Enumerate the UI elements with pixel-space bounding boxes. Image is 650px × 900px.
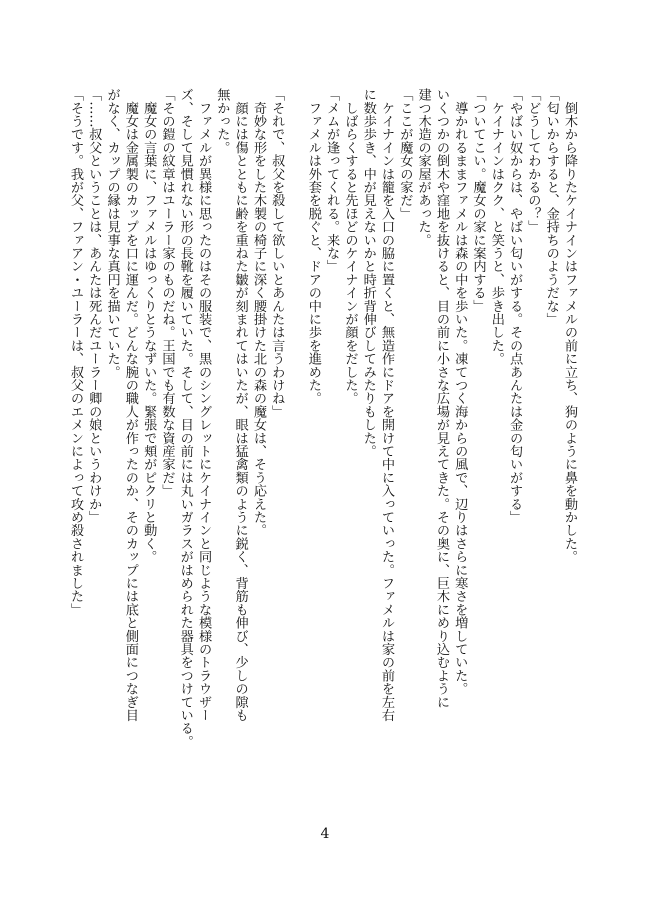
text-line: 導かれるままファメルは森の中を歩いた。凍てつく海からの風で、辺りはさらに寒さを増していた。 <box>452 88 468 696</box>
text-line: 「やばい奴からは、やばい匂いがする。その点あんたは金の匂いがする」 <box>507 88 523 524</box>
text-line: 建つ木造の家屋があった。 <box>415 88 431 247</box>
text-line: ファメルは外套を脱ぐと、ドアの中に歩を進めた。 <box>305 88 321 405</box>
text-line: 倒木から降りたケイナインはファメルの前に立ち、狗のように鼻を動かした。 <box>562 88 577 564</box>
text-line: 「その鎧の紋章はユーラー家のものだね。王国でも有数な資産家だ」 <box>159 88 175 498</box>
text-line: 「そうです。我が父、ファアン・ユーラーは、叔父のエメンによって攻め殺されました」 <box>68 88 83 616</box>
text-line: しばらくすると先ほどのケイナインが顔をだした。 <box>342 88 358 405</box>
text-line: に数歩歩き、中が見えないかと時折背伸びしてみたりもした。 <box>360 88 376 458</box>
text-line: 「メムが逢ってくれる。来な」 <box>324 88 340 273</box>
text-line: ケイナインはクク、と笑うと、歩き出した。 <box>488 88 504 366</box>
text-line: 「どうしてわかるの？」 <box>525 88 541 234</box>
text-line: 「ついてこい。魔女の家に案内する」 <box>470 88 486 313</box>
text-line: 魔女の言葉に、ファメルはゆっくりとうなずいた。緊張で頬がピクリと動く。 <box>141 88 157 564</box>
page-number: 4 <box>320 826 330 842</box>
text-line: ファメルが異様に思ったのはその服装で、黒のシングレットにケイナインと同じような模様のトラウザー <box>196 88 212 722</box>
text-line: いくつかの倒木や窪地を抜けると、目の前に小さな広場が見えてきた。その奥に、巨木にめり込むように <box>433 88 449 709</box>
vertical-text-body <box>68 88 578 788</box>
text-line: 「匂いからすると、金持ちのようだな」 <box>543 88 559 326</box>
blank-line <box>285 88 303 788</box>
text-line: 魔女は金属製のカップを口に運んだ。どんな腕の職人が作ったのか、そのカップには底と側面につなぎ目 <box>122 88 138 722</box>
text-line: 「それで、叔父を殺して欲しいとあんたは言うわけね」 <box>269 88 285 418</box>
text-line: 奇妙な形をした木製の椅子に深く腰掛けた北の森の魔女は、そう応えた。 <box>250 88 266 537</box>
text-line: ケイナインは籠を入口の脇に置くと、無造作にドアを開けて中に入っていった。ファメルは家の前を左右 <box>379 88 395 722</box>
text-line: 「ここが魔女の家だ」 <box>397 88 413 220</box>
text-line: 「……叔父ということは、あんたは死んだユーラー卿の娘というわけか」 <box>86 88 102 524</box>
text-line: 無かった。 <box>214 88 230 154</box>
text-line: 顔には傷とともに齢を重ねた皺が刻まれてはいたが、眼は猛禽類のように鋭く、背筋も伸び、少しの隙も <box>232 88 248 722</box>
text-line: ズ、そして見慣れない形の長靴を履いていた。そして、目の前には丸いガラスがはめられた器具をつけている。 <box>177 88 193 748</box>
text-line: がなく、カップの縁は見事な真円を描いていた。 <box>104 88 120 379</box>
